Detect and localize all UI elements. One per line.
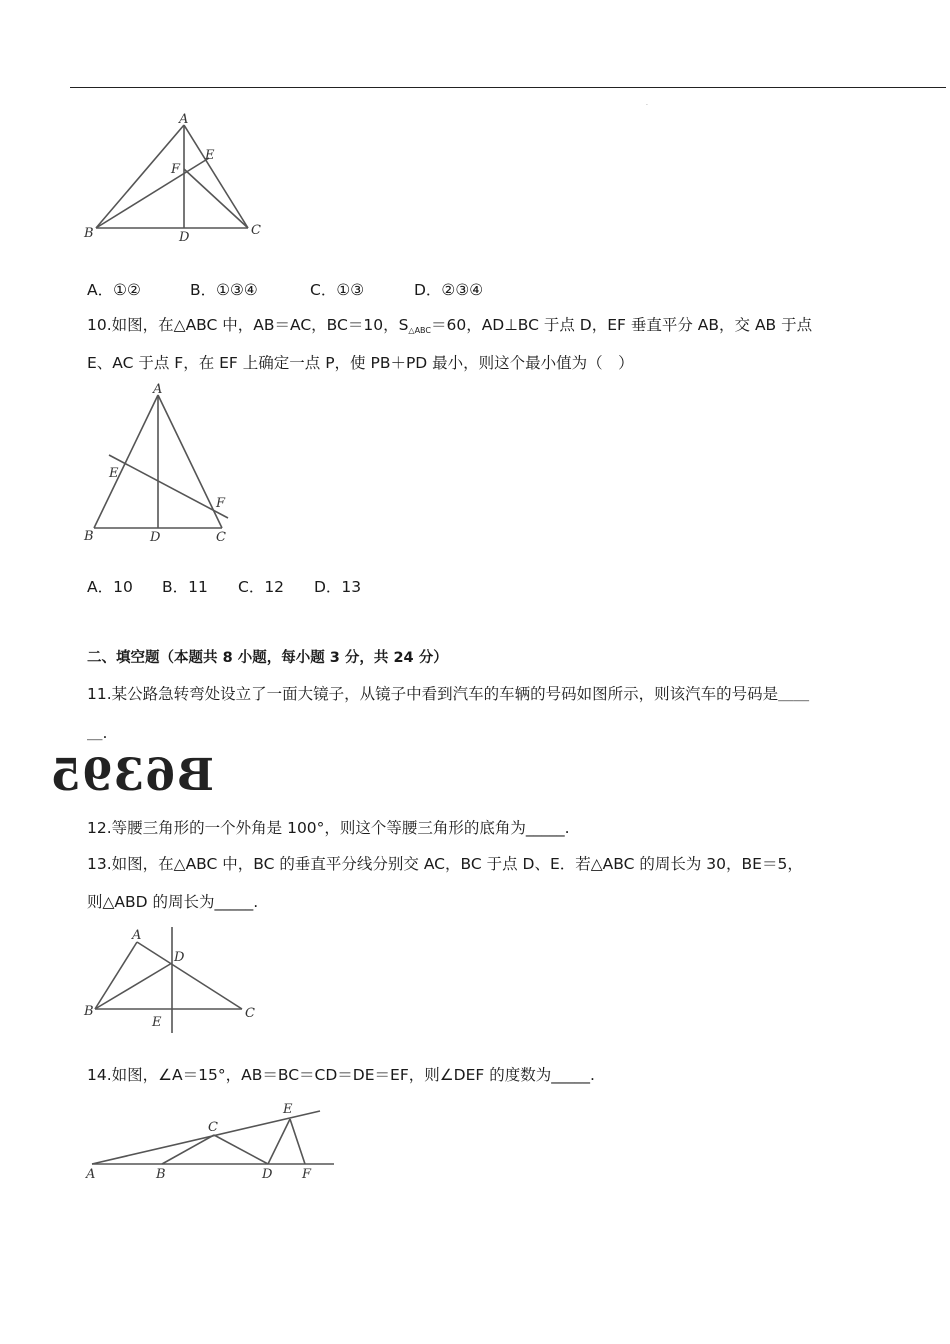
q14-text: 14.如图，∠A＝15°，AB＝BC＝CD＝DE＝EF，则∠DEF 的度数为 [87, 1066, 552, 1084]
q10-edge-ab [94, 395, 158, 528]
q9-segment-be [96, 158, 209, 228]
q9-label-b: B [84, 226, 94, 241]
stray-dot: . [646, 100, 648, 107]
q13-text-2: 则△ABD 的周长为 [87, 893, 215, 911]
q14-label-e: E [283, 1102, 293, 1117]
q13-label-c: C [245, 1006, 255, 1021]
q11-end: . [102, 724, 108, 742]
q10-option-a: A．10 [87, 578, 133, 596]
q10-label-d: D [150, 530, 161, 545]
q10-label-f: F [216, 496, 226, 511]
q10-subscript: △ABC [408, 326, 431, 335]
q14-segment-ef [290, 1119, 305, 1164]
q13-figure [80, 925, 270, 1037]
q10-line-ef [109, 455, 228, 518]
q9-label-a: A [179, 112, 189, 127]
q13-line-1: 13.如图，在△ABC 中，BC 的垂直平分线分别交 AC，BC 于点 D、E．若△ABC 的周长为 30，BE＝5， [87, 855, 803, 873]
q10-text-2: ＝60，AD⊥BC 于点 D，EF 垂直平分 AB，交 AB 于点 [430, 316, 813, 334]
q11-line-2 [87, 723, 107, 743]
q13-label-a: A [132, 928, 142, 943]
q11-text: 11.某公路急转弯处设立了一面大镜子，从镜子中看到汽车的车辆的号码如图所示，则该汽车的号码是 [87, 685, 779, 703]
q14-line [87, 1065, 595, 1085]
q12-end: . [564, 819, 570, 837]
q9-option-a: A．①② [87, 281, 141, 299]
q9-label-f: F [171, 162, 181, 177]
q14-segment-de [268, 1119, 290, 1164]
q10-label-a: A [153, 382, 163, 397]
q12-blank: _____ [525, 819, 565, 837]
q10-label-e: E [109, 466, 119, 481]
section-2-title [87, 648, 448, 668]
q14-segment-cd [214, 1135, 268, 1164]
q13-edge-ab [95, 942, 137, 1009]
q10-text-1: 10.如图，在△ABC 中，AB＝AC，BC＝10，S [87, 316, 409, 334]
q9-label-d: D [179, 230, 190, 245]
section-2-title-1: 二、填空题（本题共 [87, 650, 223, 666]
q10-edge-ac [158, 395, 222, 528]
q12-line [87, 818, 570, 838]
q14-label-d: D [262, 1167, 273, 1182]
q14-label-b: B [156, 1167, 166, 1182]
q10-option-b: B．11 [162, 578, 208, 596]
q10-line-1 [87, 315, 812, 341]
q9-option-b: B．①③④ [190, 281, 258, 299]
q14-label-a: A [86, 1167, 96, 1182]
q14-figure [80, 1098, 340, 1183]
q10-line-2: E、AC 于点 F，在 EF 上确定一点 P，使 PB＋PD 最小，则这个最小值为（ ） [87, 354, 634, 372]
q9-figure [80, 112, 270, 245]
q10-option-d: D．13 [314, 578, 362, 596]
q14-ray-upper [92, 1111, 320, 1164]
q13-label-b: B [84, 1004, 94, 1019]
header-rule [70, 87, 946, 88]
q11-mirrored-plate: B6395 [49, 750, 214, 801]
q13-blank: _____ [214, 893, 254, 911]
section-2-points: 3 [329, 650, 340, 666]
q11-line-1 [87, 684, 809, 704]
q14-label-f: F [302, 1167, 312, 1182]
q10-option-c: C．12 [238, 578, 285, 596]
q14-end: . [589, 1066, 595, 1084]
section-2-title-4: 分） [413, 650, 448, 666]
q14-segment-bc [162, 1135, 214, 1164]
section-2-num-questions: 8 [222, 650, 233, 666]
section-2-title-3: 分，共 [339, 650, 394, 666]
q11-blank-1: ＿＿ [778, 685, 810, 703]
q13-end: . [253, 893, 259, 911]
q10-label-c: C [216, 530, 226, 545]
q9-label-c: C [251, 223, 261, 238]
q14-blank: _____ [551, 1066, 590, 1084]
q9-option-d: D．②③④ [414, 281, 484, 299]
q13-edge-ac [137, 942, 242, 1009]
q12-text: 12.等腰三角形的一个外角是 100°，则这个等腰三角形的底角为 [87, 819, 526, 837]
q13-label-d: D [174, 950, 185, 965]
q9-edge-ac [184, 125, 248, 228]
q13-line-2 [87, 892, 258, 912]
q11-blank-2: ＿ [87, 724, 103, 742]
q14-label-c: C [208, 1120, 218, 1135]
q10-label-b: B [84, 529, 94, 544]
q13-segment-bd [95, 963, 172, 1009]
q9-option-c: C．①③ [310, 281, 365, 299]
section-2-total: 24 [393, 650, 414, 666]
q9-label-e: E [205, 148, 215, 163]
q10-figure [80, 383, 240, 548]
q13-label-e: E [152, 1015, 162, 1030]
section-2-title-2: 小题，每小题 [232, 650, 330, 666]
